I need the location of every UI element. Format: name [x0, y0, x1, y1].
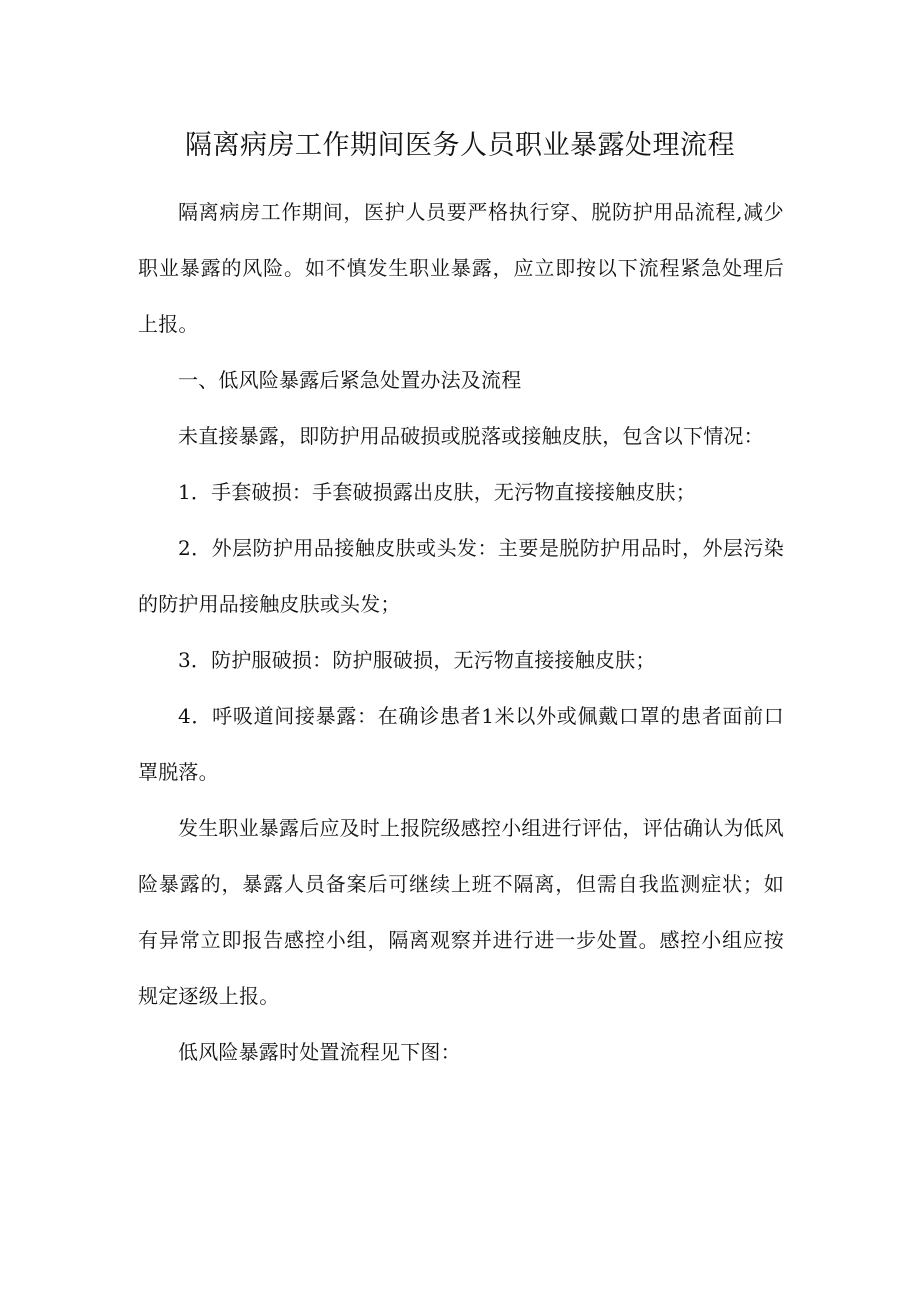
- section-heading-low-risk: 一、低风险暴露后紧急处置办法及流程: [178, 368, 522, 392]
- low-risk-definition: 未直接暴露，即防护用品破损或脱落或接触皮肤，包含以下情况：: [178, 424, 764, 448]
- list-item-outer-ppe-contact: 2．外层防护用品接触皮肤或头发：主要是脱防护用品时，外层污染的防护用品接触皮肤或头发；: [138, 536, 784, 616]
- intro-paragraph: 隔离病房工作期间，医护人员要严格执行穿、脱防护用品流程,减少职业暴露的风险。如不慎发生职业暴露，应立即按以下流程紧急处理后上报。: [138, 200, 784, 336]
- list-item-respiratory-indirect: 4．呼吸道间接暴露：在确诊患者1米以外或佩戴口罩的患者面前口罩脱落。: [138, 704, 784, 784]
- document-body: [138, 184, 784, 1080]
- list-item-gown-damage: 3．防护服破损：防护服破损，无污物直接接触皮肤；: [178, 648, 656, 672]
- list-item-glove-damage: 1．手套破损：手套破损露出皮肤，无污物直接接触皮肤；: [178, 480, 696, 504]
- reporting-paragraph: 发生职业暴露后应及时上报院级感控小组进行评估，评估确认为低风险暴露的，暴露人员备案后可继续上班不隔离，但需自我监测症状；如有异常立即报告感控小组，隔离观察并进行进一步处置。感控小组应按规定逐级上报。: [138, 816, 784, 1008]
- document-title: 隔离病房工作期间医务人员职业暴露处理流程: [185, 130, 735, 161]
- flowchart-reference: 低风险暴露时处置流程见下图：: [178, 1040, 461, 1064]
